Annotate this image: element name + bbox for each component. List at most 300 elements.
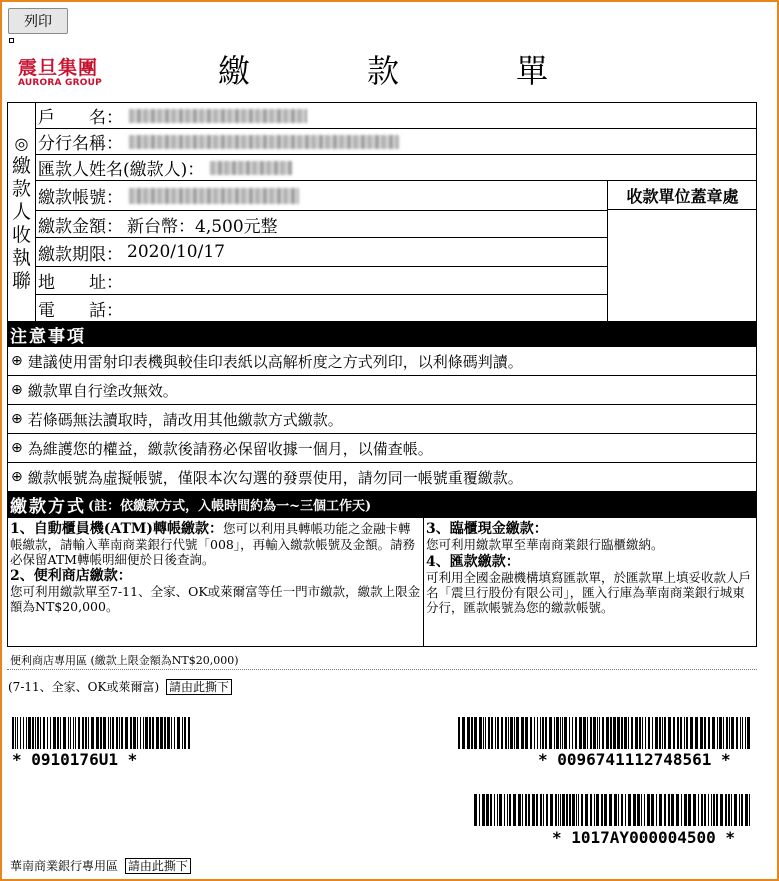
stamp-label: 收款單位蓋章處 xyxy=(608,181,757,210)
barcode-bar xyxy=(556,717,559,749)
barcode-bar xyxy=(677,717,679,749)
barcode-bar xyxy=(546,794,548,826)
title-char-1: 繳 xyxy=(218,52,251,90)
barcode-bar xyxy=(60,717,61,749)
counter-method-title: 3、臨櫃現金繳款： xyxy=(426,521,548,537)
barcode-bar xyxy=(599,717,600,749)
phone-label: 電 話： xyxy=(38,300,123,321)
barcode-bar xyxy=(572,794,575,826)
barcode-bar xyxy=(174,717,175,749)
wire-method-text: 可利用全國金融機構填寫匯款單，於匯款單上填妥收款人戶名「震旦行股份有限公司」，匯入行庫為華南商業銀行城東分行，匯款帳號為您的繳款帳號。 xyxy=(426,570,752,615)
small-checkbox-marker xyxy=(9,38,14,43)
barcode-bar xyxy=(73,717,74,749)
barcode-bar xyxy=(540,794,542,826)
barcode-bar xyxy=(723,717,724,749)
barcode-bar xyxy=(458,717,460,749)
barcode-bar xyxy=(720,794,723,826)
side-char: 人 xyxy=(11,200,31,223)
barcode-bar xyxy=(713,794,715,826)
barcode-3-text: * 1017AY000004500 * xyxy=(552,828,736,847)
barcode-bar xyxy=(614,794,617,826)
barcode-bar xyxy=(40,717,41,749)
payment-methods-box xyxy=(7,517,757,647)
barcode-bar xyxy=(171,717,172,749)
barcode-bar xyxy=(555,794,557,826)
barcode-bar xyxy=(569,717,570,749)
barcode-bar xyxy=(728,794,730,826)
barcode-2-text: * 0096741112748561 * xyxy=(538,750,731,769)
barcode-bar xyxy=(621,717,623,749)
barcode-bar xyxy=(518,794,521,826)
methods-right-column xyxy=(424,518,756,646)
barcode-bar xyxy=(119,717,120,749)
barcode-bar xyxy=(516,717,519,749)
barcode-bar xyxy=(525,794,527,826)
company-logo xyxy=(18,58,118,89)
due-date-label: 繳款期限： xyxy=(38,244,123,265)
barcode-bar xyxy=(712,717,715,749)
store-method-title: 2、便利商店繳款： xyxy=(10,568,132,584)
page-title xyxy=(218,48,548,90)
barcode-bar xyxy=(700,717,703,749)
barcode-bar xyxy=(647,794,650,826)
notice-item xyxy=(7,405,757,434)
barcode-bar xyxy=(471,717,473,749)
barcode-bar xyxy=(23,717,24,749)
barcode-bar xyxy=(566,794,568,826)
barcode-bar xyxy=(569,794,571,826)
barcode-bar xyxy=(579,717,582,749)
notice-item xyxy=(7,434,757,463)
barcode-bar xyxy=(739,794,740,826)
barcode-bar xyxy=(680,717,682,749)
bank-area-caption: 華南商業銀行專用區 xyxy=(10,859,119,873)
barcode-bar xyxy=(664,717,666,749)
barcode-bar xyxy=(673,717,675,749)
barcode-bar xyxy=(57,717,59,749)
barcode-bar xyxy=(641,794,642,826)
barcode-bar xyxy=(602,717,604,749)
side-char: ◎ xyxy=(14,133,29,153)
barcode-bar xyxy=(509,794,511,826)
side-char: 收 xyxy=(11,223,31,246)
barcode-bar xyxy=(590,717,592,749)
wire-method-title: 4、匯款繳款： xyxy=(426,554,520,570)
title-char-3: 單 xyxy=(515,52,548,90)
barcode-bar xyxy=(717,717,718,749)
barcode-bar xyxy=(462,717,465,749)
account-number-row xyxy=(36,181,607,211)
barcode-bar xyxy=(594,794,595,826)
barcode-bar xyxy=(549,717,552,749)
barcode-bar xyxy=(545,717,547,749)
barcode-bar xyxy=(540,717,541,749)
barcode-bar xyxy=(495,717,496,749)
store-tear-row xyxy=(8,678,232,695)
barcode-bar xyxy=(35,717,36,749)
barcode-bar xyxy=(494,794,495,826)
barcode-bar xyxy=(668,794,670,826)
barcode-bar xyxy=(505,717,507,749)
barcode-bar xyxy=(112,717,114,749)
barcode-bar xyxy=(701,794,703,826)
store-area-caption: 便利商店專用區 (繳款上限金額為NT$20,000) xyxy=(10,654,239,667)
circle-plus-icon: ⊕ xyxy=(11,440,23,456)
barcode-bar xyxy=(143,717,144,749)
circle-plus-icon: ⊕ xyxy=(11,382,23,398)
bank-tear-row xyxy=(10,857,191,874)
barcode-bar xyxy=(693,794,696,826)
barcode-bar xyxy=(75,717,76,749)
store-method-text: 您可利用繳款單至7-11、全家、OK或萊爾富等任一門市繳款，繳款上限金額為NT$20,000。 xyxy=(10,584,421,614)
phone-row xyxy=(36,295,607,321)
barcode-bar xyxy=(537,717,538,749)
barcode-bar xyxy=(628,717,629,749)
barcode-bar xyxy=(749,794,750,826)
barcode-bar xyxy=(734,794,737,826)
bank-tear-label: 請由此撕下 xyxy=(125,858,191,874)
barcode-bar xyxy=(497,717,499,749)
barcode-bar xyxy=(513,794,516,826)
barcode-bar xyxy=(572,717,573,749)
barcode-bar xyxy=(596,794,599,826)
circle-plus-icon: ⊕ xyxy=(11,469,23,485)
barcode-bar xyxy=(160,717,163,749)
counter-method-text: 您可利用繳款單至華南商業銀行臨櫃繳納。 xyxy=(426,537,664,552)
barcode-bar xyxy=(631,717,633,749)
barcode-bar xyxy=(587,717,588,749)
barcode-bar xyxy=(719,717,722,749)
barcode-bar xyxy=(20,717,21,749)
barcode-bar xyxy=(742,717,743,749)
barcode-bar xyxy=(716,794,718,826)
barcode-bar xyxy=(671,794,674,826)
payer-receipt-table xyxy=(7,102,757,322)
barcode-bar xyxy=(490,794,492,826)
barcode-bar xyxy=(130,717,132,749)
barcode-bar xyxy=(479,794,480,826)
circle-plus-icon: ⊕ xyxy=(11,353,23,369)
barcode-bar xyxy=(688,794,691,826)
barcode-bar xyxy=(656,794,657,826)
barcode-bar xyxy=(508,717,509,749)
barcode-bar xyxy=(485,717,486,749)
barcode-bar xyxy=(601,794,603,826)
barcode-bar xyxy=(597,717,598,749)
barcode-bar xyxy=(96,717,99,749)
branch-label: 分行名稱： xyxy=(38,134,123,154)
barcode-bar xyxy=(510,717,513,749)
barcode-bar xyxy=(522,794,523,826)
redacted-branch xyxy=(129,135,399,149)
barcode-bar xyxy=(110,717,111,749)
remitter-label: 匯款人姓名(繳款人)： xyxy=(38,160,205,180)
methods-header-note: (註：依繳款方式，入帳時間約為一~三個工作天) xyxy=(88,499,372,514)
barcode-bar xyxy=(483,717,484,749)
amount-value: 新台幣：4,500元整 xyxy=(127,216,278,237)
barcode-bar xyxy=(628,794,631,826)
amount-label: 繳款金額： xyxy=(38,216,123,237)
barcode-bar xyxy=(525,717,528,749)
notice-item xyxy=(7,347,757,376)
notice-text: 為維護您的權益，繳款後請務必保留收據一個月，以備查帳。 xyxy=(27,439,433,458)
barcode-bar xyxy=(745,794,748,826)
barcode-bar xyxy=(88,717,89,749)
notice-text: 建議使用雷射印表機與較佳印表紙以高解析度之方式列印，以利條碼判讀。 xyxy=(27,352,523,371)
logo-english: AURORA GROUP xyxy=(18,78,102,88)
barcode-3 xyxy=(474,794,750,824)
barcode-bar xyxy=(664,794,666,826)
barcode-bar xyxy=(609,794,612,826)
barcode-bar xyxy=(741,794,743,826)
barcode-bar xyxy=(184,717,186,749)
barcode-bar xyxy=(47,717,48,749)
barcode-bar xyxy=(562,794,565,826)
barcode-bar xyxy=(479,717,482,749)
barcode-bar xyxy=(488,717,490,749)
barcode-bar xyxy=(152,717,154,749)
barcode-bar xyxy=(662,717,663,749)
side-char: 款 xyxy=(11,177,31,200)
barcode-bar xyxy=(562,717,563,749)
methods-header xyxy=(7,492,757,517)
barcode-bar xyxy=(167,717,170,749)
barcode-bar xyxy=(103,717,106,749)
redacted-account-number xyxy=(129,188,299,204)
side-char: 聯 xyxy=(11,269,31,292)
barcode-bar xyxy=(78,717,80,749)
barcode-bar xyxy=(681,794,682,826)
store-tear-label: 請由此撕下 xyxy=(166,679,232,695)
barcode-bar xyxy=(644,794,645,826)
barcode-bar xyxy=(560,717,561,749)
barcode-bar xyxy=(17,717,18,749)
circle-plus-icon: ⊕ xyxy=(11,411,23,427)
barcode-bar xyxy=(137,717,138,749)
barcode-bar xyxy=(63,717,66,749)
barcode-bar xyxy=(583,717,586,749)
store-list: (7-11、全家、OK或萊爾富) xyxy=(8,680,160,694)
barcode-bar xyxy=(530,717,532,749)
account-number-label: 繳款帳號： xyxy=(38,188,123,208)
notice-text: 繳款帳號為虛擬帳號，僅限本次勾選的發票使用，請勿同一帳號重覆繳款。 xyxy=(27,468,523,487)
barcode-bar xyxy=(467,717,470,749)
barcode-bar xyxy=(37,717,39,749)
barcode-bar xyxy=(725,794,727,826)
barcode-bar xyxy=(593,717,596,749)
barcode-bar xyxy=(177,717,180,749)
barcode-bar xyxy=(85,717,87,749)
barcode-bar xyxy=(156,717,159,749)
barcode-bar xyxy=(474,794,477,826)
barcode-bar xyxy=(637,794,640,826)
barcode-bar xyxy=(554,717,555,749)
barcode-bar xyxy=(624,717,627,749)
notices-header xyxy=(7,322,757,347)
barcode-bar xyxy=(543,794,544,826)
barcode-bar xyxy=(726,717,728,749)
barcode-bar xyxy=(482,794,485,826)
barcode-bar xyxy=(491,717,493,749)
barcode-bar xyxy=(651,794,654,826)
barcode-bar xyxy=(645,717,646,749)
methods-left-column xyxy=(8,518,424,646)
barcode-bar xyxy=(121,717,123,749)
barcode-bar xyxy=(32,717,34,749)
barcode-bar xyxy=(140,717,141,749)
barcode-bar xyxy=(564,717,567,749)
barcode-bar xyxy=(617,717,620,749)
barcode-bar xyxy=(499,794,502,826)
barcode-bar xyxy=(676,794,679,826)
barcode-bar xyxy=(474,717,477,749)
barcode-bar xyxy=(550,794,553,826)
barcode-bar xyxy=(740,717,741,749)
barcode-bar xyxy=(731,794,732,826)
barcode-bar xyxy=(698,794,699,826)
barcode-bar xyxy=(633,794,636,826)
barcode-bar xyxy=(82,717,84,749)
barcode-bar xyxy=(91,717,94,749)
barcode-bar xyxy=(68,717,69,749)
logo-chinese: 震旦集團 xyxy=(18,57,99,79)
notice-text: 繳款單自行塗改無效。 xyxy=(27,381,178,400)
barcode-bar xyxy=(618,794,619,826)
barcode-bar xyxy=(504,794,505,826)
title-char-2: 款 xyxy=(366,52,399,90)
barcode-bar xyxy=(581,794,583,826)
barcode-bar xyxy=(659,717,661,749)
barcode-bar xyxy=(590,794,592,826)
barcode-bar xyxy=(507,794,508,826)
barcode-bar xyxy=(704,717,706,749)
barcode-bar xyxy=(625,794,626,826)
barcode-bar xyxy=(149,717,151,749)
redacted-remitter xyxy=(210,161,292,175)
barcode-1 xyxy=(12,717,190,747)
barcode-bar xyxy=(70,717,71,749)
barcode-bar xyxy=(708,794,709,826)
barcode-bar xyxy=(28,717,31,749)
branch-row xyxy=(36,129,756,155)
barcode-bar xyxy=(659,794,662,826)
barcode-bar xyxy=(711,794,712,826)
barcode-bar xyxy=(613,717,616,749)
barcode-bar xyxy=(15,717,16,749)
barcode-bar xyxy=(635,717,638,749)
barcode-bar xyxy=(684,794,687,826)
barcode-bar xyxy=(648,717,650,749)
barcode-bar xyxy=(12,717,14,749)
account-name-row xyxy=(36,103,756,129)
barcode-bar xyxy=(43,717,45,749)
barcode-bar xyxy=(606,717,609,749)
atm-method-title: 1、自動櫃員機(ATM)轉帳繳款： xyxy=(10,521,224,537)
barcode-bar xyxy=(521,717,524,749)
atm-method-text: 您可以利用具轉帳功能之金融卡轉帳繳款，請輸入華南商業銀行代號「008」，再輸入繳款帳號及金額。請務必保留ATM轉帳明細便於日後查詢。 xyxy=(10,521,416,567)
barcode-bar xyxy=(668,717,671,749)
barcode-bar xyxy=(528,794,530,826)
barcode-bar xyxy=(578,794,579,826)
barcode-bar xyxy=(575,717,577,749)
barcode-bar xyxy=(686,717,688,749)
side-char: 執 xyxy=(11,246,31,269)
tear-line xyxy=(7,669,757,670)
barcode-bar xyxy=(188,717,190,749)
barcode-bar xyxy=(576,794,577,826)
barcode-bar xyxy=(560,794,561,826)
barcode-bar xyxy=(621,794,623,826)
barcode-bar xyxy=(708,717,710,749)
due-date-value: 2020/10/17 xyxy=(127,242,225,262)
notices-header-text: 注意事項 xyxy=(10,327,86,347)
barcode-bar xyxy=(704,794,706,826)
address-label: 地 址： xyxy=(38,273,123,293)
barcode-bar xyxy=(604,794,607,826)
barcode-bar xyxy=(558,794,559,826)
barcode-bar xyxy=(116,717,118,749)
barcode-bar xyxy=(690,717,693,749)
receipt-side-label xyxy=(8,103,36,321)
address-row xyxy=(36,267,607,295)
barcode-bar xyxy=(53,717,56,749)
barcode-2 xyxy=(458,717,750,747)
barcode-bar xyxy=(684,717,685,749)
barcode-bar xyxy=(536,794,538,826)
barcode-bar xyxy=(164,717,166,749)
barcode-bar xyxy=(501,717,503,749)
barcode-bar xyxy=(182,717,183,749)
remitter-row xyxy=(36,155,756,181)
barcode-bar xyxy=(26,717,27,749)
barcode-bar xyxy=(542,717,544,749)
notice-item xyxy=(7,463,757,492)
barcode-bar xyxy=(736,717,738,749)
barcode-bar xyxy=(585,794,588,826)
barcode-bar xyxy=(125,717,128,749)
notice-text: 若條碼無法讀取時，請改用其他繳款方式繳款。 xyxy=(27,410,343,429)
barcode-bar xyxy=(610,717,612,749)
print-button[interactable]: 列印 xyxy=(8,8,68,34)
barcode-bar xyxy=(652,717,653,749)
account-name-label: 戶 名： xyxy=(38,108,123,128)
barcode-bar xyxy=(497,794,498,826)
redacted-account-name xyxy=(129,109,307,123)
notice-item xyxy=(7,376,757,405)
barcode-bar xyxy=(145,717,148,749)
stamp-area xyxy=(607,181,756,321)
barcode-bar xyxy=(655,717,658,749)
barcode-bar xyxy=(534,717,535,749)
barcode-bar xyxy=(108,717,109,749)
barcode-bar xyxy=(695,717,698,749)
barcode-bar xyxy=(639,717,641,749)
barcode-bar xyxy=(50,717,51,749)
due-date-row xyxy=(36,238,607,267)
barcode-bar xyxy=(729,717,730,749)
barcode-bar xyxy=(642,717,643,749)
barcode-1-text: * 0910176U1 * xyxy=(12,750,138,769)
barcode-bar xyxy=(745,717,746,749)
barcode-bar xyxy=(747,717,750,749)
barcode-bar xyxy=(100,717,102,749)
barcode-bar xyxy=(731,717,734,749)
barcode-bar xyxy=(532,794,535,826)
side-char: 繳 xyxy=(11,154,31,177)
barcode-bar xyxy=(133,717,136,749)
barcode-bar xyxy=(514,717,515,749)
methods-header-text: 繳款方式 xyxy=(10,497,86,517)
